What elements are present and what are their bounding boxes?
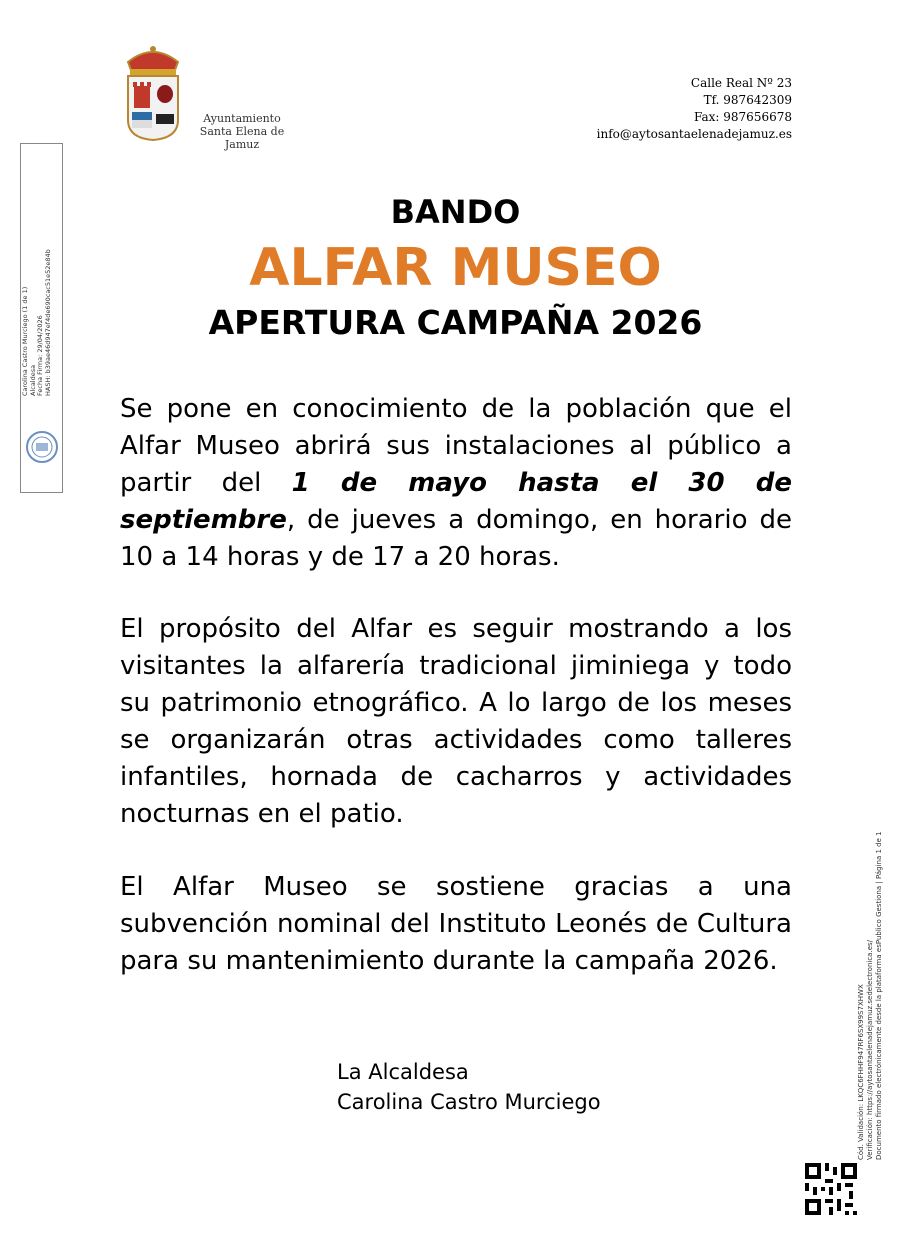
- contact-block: [597, 75, 792, 143]
- phone: Tf. 987642309: [703, 93, 792, 107]
- paragraph-purpose: [120, 611, 792, 833]
- p2-text: El propósito del Alfar es seguir mostrando a los visitantes la alfarería tradicional jiminiega y todo su patrimonio etnográfico. A lo largo de los meses se organizarán otras actividades como talleres infantiles, hornada de cacharros y actividades nocturnas en el patio.: [120, 614, 792, 829]
- subtitle: APERTURA CAMPAÑA 2026: [208, 303, 703, 342]
- paragraph-opening: [120, 391, 792, 576]
- p1-after: , de jueves a domingo, en horario de 10 a 14 horas y de 17 a 20 horas.: [120, 505, 792, 572]
- signature-block: [337, 1057, 601, 1117]
- main-title: ALFAR MUSEO: [249, 238, 662, 298]
- stamp-line1: Carolina Castro Murciego (1 de 1): [21, 286, 29, 396]
- fax: Fax: 987656678: [693, 110, 792, 124]
- email: info@aytosantaelenadejamuz.es: [596, 127, 792, 141]
- logo-line2: Santa Elena de Jamuz: [199, 125, 285, 151]
- coat-of-arms-icon: [120, 40, 186, 142]
- logo-caption: [182, 112, 302, 151]
- paragraph-funding: [120, 869, 792, 980]
- seal-icon: [25, 430, 59, 464]
- stamp-line2: Alcaldesa: [28, 364, 37, 396]
- bando-title: BANDO: [390, 193, 521, 231]
- verify-line1: Cód. Validación: LKQC6FHHF947RF6SX99S7XHWX: [857, 984, 865, 1160]
- verify-line3: Documento firmado electrónicamente desde la plataforma esPublico Gestiona | Página 1 de 1: [875, 831, 883, 1160]
- stamp-line3: Fecha Firma: 29/04/2026: [36, 315, 45, 396]
- p3-text: El Alfar Museo se sostiene gracias a una subvención nominal del Instituto Leonés de Cultura para su mantenimiento durante la campaña 2026.: [120, 872, 792, 976]
- logo-line1: Ayuntamiento: [203, 112, 281, 125]
- stamp-line4: HASH: b39ae46d947ef4de690cac51e52e84b: [43, 249, 52, 396]
- signature-role: La Alcaldesa: [337, 1060, 469, 1084]
- p1-dates: 1 de mayo hasta el 30 de septiembre: [120, 468, 792, 535]
- qr-code-icon: [805, 1163, 857, 1215]
- municipal-logo: [120, 40, 310, 151]
- verify-line2: Verificación: https://aytosantaelenadejamuz.sedelectronica.es/: [866, 939, 874, 1160]
- address: Calle Real Nº 23: [690, 76, 792, 90]
- verification-text: [857, 770, 884, 1160]
- signature-name: Carolina Castro Murciego: [337, 1090, 601, 1114]
- p1-before: Se pone en conocimiento de la población que el Alfar Museo abrirá sus instalaciones al público a partir del: [120, 394, 792, 498]
